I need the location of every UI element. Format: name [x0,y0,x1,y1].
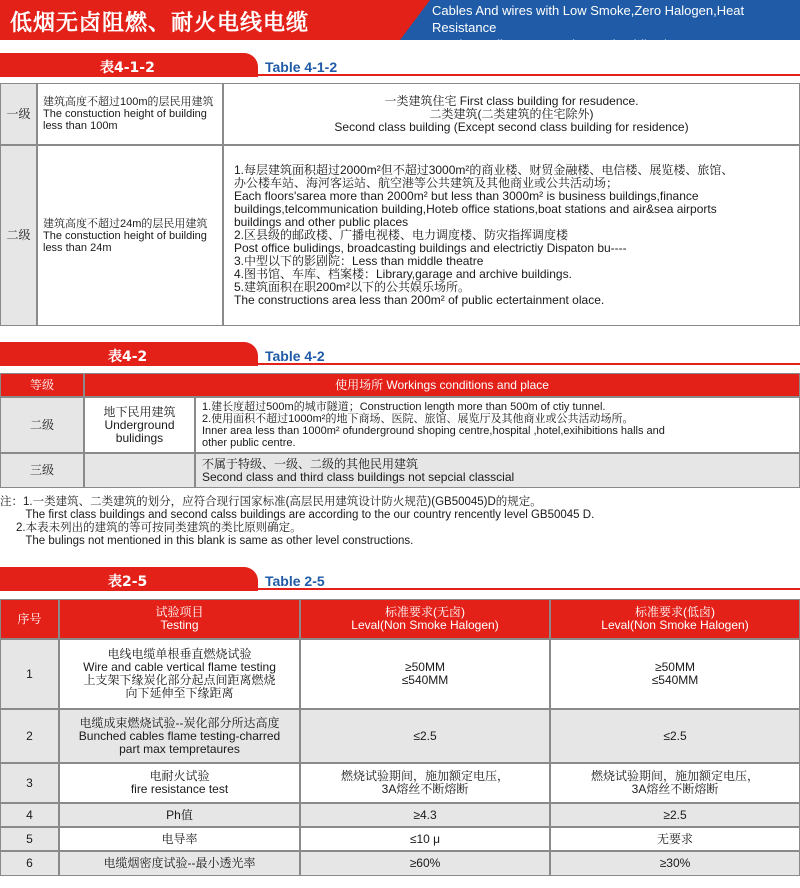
row-number-cell [0,851,59,876]
test-item-cell [59,827,300,851]
test-item-cell [59,851,300,876]
std-halogen-free-cell [300,709,550,763]
test-item-cell [59,763,300,803]
column-header-label: 使用场所 Workings conditions and place [335,377,549,392]
row-number-cell [0,639,59,709]
test-item: 电耐火试验 fire resistance test [130,769,229,796]
grade-label: 三级 [29,463,54,477]
place-type-cell [84,453,195,488]
section-tab-label: 表4-1-2 [100,60,155,76]
row-number-cell [0,763,59,803]
grade-label: 二级 [29,417,54,432]
std-value: ≥30% [659,856,691,870]
row-number-cell [0,709,59,763]
row-number-cell [0,803,59,827]
row-number: 5 [26,831,33,846]
section-tab-label: 表4-2 [108,349,148,365]
building-content: 1.每层建筑面积超过2000m²但不超过3000m²的商业楼、财贸金融楼、电信楼、展览楼、旅馆、 办公楼车站、海河客运站、航空港等公共建筑及其他商业或公共活动场； Each floors'sarea more than 2000m² but less than 3000m² is business buildings,finance buildings,telcommunication building,Hoteb office stations,boat stations and air&sea airports buildings and other public places 2.区县级的邮政楼、广播电视楼、电力调度楼、防灾指挥调度楼 Post office bulidings, broadcasting buildings and electrictiy Dispaton bu---- 3.中型以下的影剧院：Less than middle theatre 4.图书馆、车库、档案楼：Library,garage and archive buildings. 5.建筑面积在职200m²以下的公共娱乐场所。 The constructions area less than 200m² of public ectertainment olace. [234,163,734,307]
std-value: ≥60% [409,856,441,870]
std-low-halogen-cell [550,639,800,709]
row-number-cell [0,827,59,851]
column-header-label: 序号 [17,611,42,626]
row-number: 4 [26,807,33,822]
std-value: ≥2.5 [663,807,687,822]
row-number: 1 [26,666,33,681]
column-header-label: 标准要求(无卤) Leval(Non Smoke Halogen) [351,605,499,632]
section-tab-english: Table 2-5 [265,573,325,589]
subtitle-line-2: Used In Rail Transportation And public place [432,37,688,52]
std-value: ≤10 μ [409,831,441,846]
test-item: Ph值 [166,807,193,822]
building-content-cell [223,145,800,326]
page-title: 低烟无卤阻燃、耐火电线电缆 [10,11,310,36]
std-value: 燃烧试验期间，施加额定电压， 3A熔丝不断熔断 [590,769,759,796]
grade-cell [0,83,37,145]
place-content: 1.建长度超过500m的城市隧道；Construction length more than 500m of ctiy tunnel. 2.使用面积不超过1000m²的地下商场、医院、旅馆、展览厅及其他商业或公共活动场所。 Inner area less than 1000m² ofunderground shoping centre,hospital ,hotel,exihibitions halls and other public centre. [202,401,665,449]
place-content-cell [195,453,800,488]
std-halogen-free-cell [300,763,550,803]
std-low-halogen-cell [550,709,800,763]
place-content-cell [195,397,800,453]
test-item-cell [59,803,300,827]
std-value: ≥50MM ≤540MM [401,660,449,687]
column-header-no [0,599,59,639]
subtitle-line-1: Cables And wires with Low Smoke,Zero Halogen,Heat Resistance [432,3,745,35]
std-low-halogen-cell [550,851,800,876]
test-item-cell [59,639,300,709]
test-item: 电缆成束燃烧试验--炭化部分所达高度 Bunched cables flame testing-charred part max tempretaures [78,715,281,756]
row-number: 3 [26,775,33,790]
table-notes [0,496,800,548]
std-halogen-free-cell [300,827,550,851]
std-low-halogen-cell [550,763,800,803]
std-value: ≥4.3 [413,807,437,822]
row-number: 6 [26,856,33,870]
row-number: 2 [26,728,33,743]
grade-cell [0,453,84,488]
grade-cell [0,397,84,453]
note-line: 2.本表未列出的建筑的等可按同类建筑的类比原则确定。 [0,522,302,534]
building-desc: 建筑高度不超过24m的层民用建筑 The constuction height of building less than 24m [43,217,208,254]
building-desc: 建筑高度不超过100m的层民用建筑 The constuction height of building less than 100m [43,96,214,132]
std-value: ≥50MM ≤540MM [651,660,699,687]
std-halogen-free-cell [300,851,550,876]
column-header-item [59,599,300,639]
grade-cell [0,145,37,326]
grade-label: 二级 [6,228,31,242]
test-item: 电缆烟密度试验--最小透光率 [103,856,256,870]
place-type: 地下民用建筑 Underground bulidings [103,404,176,445]
note-line: The bulings not mentioned in this blank is same as other level constructions. [0,535,414,547]
section-tab-label: 表2-5 [108,574,148,590]
column-header-grade [0,373,84,397]
column-header-label: 等级 [29,377,54,392]
place-content: 不属于特级、一级、二级的其他民用建筑 Second class and third class buildings not sepcial classcial [202,456,515,484]
column-header-std-low-halogen [550,599,800,639]
building-content-cell [223,83,800,145]
note-line: The first class buildings and second calss buildings are according to the our country rencently level GB50045 D. [0,509,595,521]
page-subtitle [432,2,798,53]
std-value: 燃烧试验期间，施加额定电压， 3A熔丝不断熔断 [340,769,509,796]
grade-label: 一级 [6,106,31,121]
column-header-label: 试验项目 Testing [155,605,204,632]
std-low-halogen-cell [550,803,800,827]
test-item-cell [59,709,300,763]
building-desc-cell [37,83,223,145]
std-halogen-free-cell [300,803,550,827]
std-value: 无要求 [656,831,693,846]
building-desc-cell [37,145,223,326]
place-type-cell [84,397,195,453]
std-value: ≤2.5 [413,728,437,743]
std-low-halogen-cell [550,827,800,851]
note-line: 注：1.一类建筑、二类建筑的划分，应符合现行国家标准(高层民用建筑设计防火规范)(GB50045)D的规定。 [0,496,542,508]
test-item: 电导率 [161,831,198,846]
building-content: 一类建筑住宅 First class building for resudence. 二类建筑(二类建筑的住宅除外) Second class building (Except second class building for residence) [334,93,689,134]
test-item: 电线电缆单根垂直燃烧试验 Wire and cable vertical flame testing 上支架下缘炭化部分起点间距离燃烧 向下延伸至下缘距离 [83,647,276,700]
column-header-std-halogen-free [300,599,550,639]
std-halogen-free-cell [300,639,550,709]
std-value: ≤2.5 [663,728,687,743]
column-header-label: 标准要求(低卤) Leval(Non Smoke Halogen) [601,605,749,632]
section-tab-english: Table 4-2 [265,348,325,364]
section-tab-english: Table 4-1-2 [265,59,338,75]
column-header-place [84,373,800,397]
